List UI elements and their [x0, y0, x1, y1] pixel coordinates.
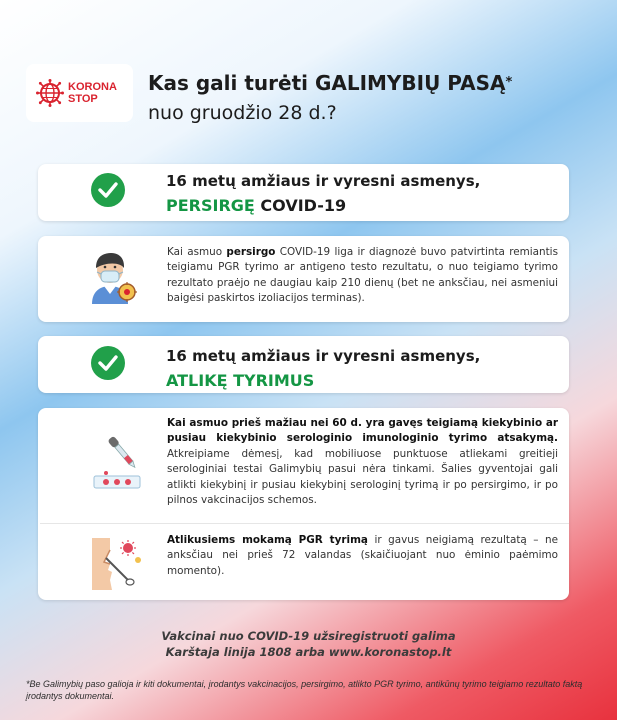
check-circle-icon — [91, 173, 125, 207]
footer-line1: Vakcinai nuo COVID-19 užsiregistruoti galima — [161, 629, 456, 643]
footer-registration — [0, 628, 617, 660]
nasal-swab-icon — [90, 536, 146, 590]
section2-header-accent: ATLIKĘ TYRIMUS — [166, 371, 315, 390]
section1-detail-text — [167, 245, 558, 307]
section1-header-text — [166, 172, 480, 215]
section1-header-rest: COVID-19 — [254, 196, 347, 215]
title-line2: nuo gruodžio 28 d.? — [148, 102, 337, 124]
section1-detail-p2: COVID-19 liga ir diagnozė buvo patvirtinta remiantis teigiamu PGR tyrimo ar antigeno testo rezultatu, o nuo teigiamo tyrimo rezultato praėjo ne daugiau kaip 210 dienų (bet ne anksčiau, nei asmeniui baigėsi paskirtos izoliacijos terminas). — [167, 246, 558, 305]
footer-line2: Karštaja linija 1808 arba www.koronastop.lt — [165, 645, 452, 659]
card-divider — [40, 523, 569, 524]
section1-header-line1: 16 metų amžiaus ir vyresni asmenys, — [166, 172, 481, 190]
section2-detail1-bold: Kai asmuo prieš mažiau nei 60 d. yra gavęs teigiamą kiekybinio ar pusiau kiekybinio serologinio imunologinio tyrimo atsakymą. — [167, 417, 558, 445]
section2-detail2-bold: Atlikusiems mokamą PGR tyrimą — [167, 534, 368, 546]
section1-header-accent: PERSIRGĘ — [166, 196, 255, 215]
page-title — [148, 68, 588, 128]
section2-detail1-text — [167, 416, 558, 508]
section2-detail1-rest: Atkreipiame dėmesį, kad mobiliuose punktuose atliekami greitieji serologiniai testai Galimybių pasui nėra tinkami. Šalies gyventojai gali atlikti kiekybinį ir pusiau kiekybinį serologinį tyrimą ir po persirgimo, ir po pilnos vakcinacijos schemos. — [167, 447, 558, 507]
footnote: *Be Galimybių paso galioja ir kiti dokumentai, įrodantys vakcinacijos, persirgimo, atlikto PGR tyrimo, antikūnų tyrimo teigiamo rezultato faktą įrodantys dokumentai. — [26, 679, 583, 701]
section1-detail-card — [38, 236, 569, 322]
section1-detail-p1: Kai asmuo — [167, 246, 227, 258]
section1-detail-bold: persirgo — [226, 246, 276, 258]
section1-header-line2 — [166, 196, 480, 215]
virus-globe-icon — [36, 79, 64, 107]
section2-detail2-rest: ir gavus neigiamą rezultatą – ne anksčiau nei prieš 72 valandas (skaičiuojant nuo ėminio paėmimo momento). — [167, 534, 558, 577]
check-circle-icon — [91, 346, 125, 380]
section1-header-card — [38, 164, 569, 221]
logo-line1: KORONA — [68, 81, 117, 93]
korona-stop-logo — [26, 64, 133, 122]
title-prefix: Kas gali turėti — [148, 71, 315, 95]
logo-text — [68, 81, 117, 105]
section2-detail-card — [38, 408, 569, 600]
logo-line2: STOP — [68, 93, 98, 105]
title-emphasis: GALIMYBIŲ PASĄ — [314, 71, 506, 95]
section2-header-text — [166, 347, 480, 390]
pipette-icon — [88, 432, 146, 492]
masked-person-icon — [86, 248, 138, 304]
title-star: * — [505, 75, 513, 90]
section2-header-card — [38, 336, 569, 393]
section2-detail2-text — [167, 533, 558, 579]
section2-header-line1: 16 metų amžiaus ir vyresni asmenys, — [166, 347, 481, 365]
